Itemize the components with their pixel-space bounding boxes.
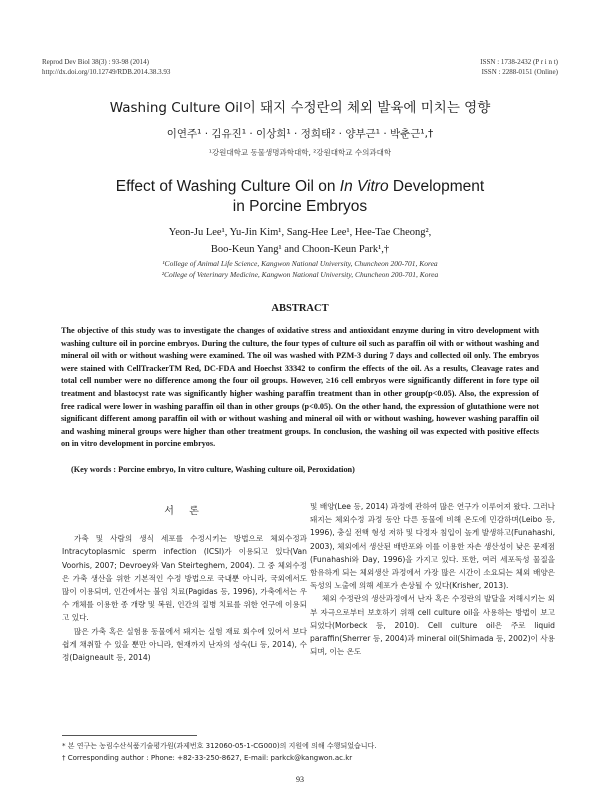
funding-footnote: * 본 연구는 농림수산식품기술평가원(과제번호 312060-05-1-CG000)의 지원에 의해 수행되었습니다. — [62, 742, 377, 750]
english-affiliations — [0, 258, 600, 280]
doi-line[interactable]: http://dx.doi.org/10.12749/RDB.2014.38.3.93 — [42, 67, 171, 76]
body-paragraph: 및 배양(Lee 등, 2014) 과정에 관하여 많은 연구가 이루어져 왔다. 그러나 돼지는 체외수정 과정 동안 다른 동물에 비해 온도에 민감하며(Leibo 등, 1996), 충실 전핵 형성 저하 및 다정자 침입이 높게 발생하고(Funahashi, 2003), 체외에서 생산된 배반포와 이를 이용한 자손 생산성이 낮은 문제점(Funahashi와 Day, 1996)을 가지고 있다. 또한, 여러 세포독성 물질을 함유하게 되는 체외생산 과정에서 가장 많은 시간이 소요되는 체외 배양은 독성의 노출에 의해 세포가 손상될 수 있다(Krisher, 2013). — [310, 502, 555, 591]
abstract-text: The objective of this study was to investigate the changes of oxidative stress and antioxidant enzyme during in vitro development with washing culture oil in porcine embryos. During the culture, the four types of culture oil such as paraffin oil with or without washing and mineral oil with or without washing were examined. The oil was washed with PZM-3 during 7 days and collected oil only. The embryos were stained with CellTrackerTM Red, DC-FDA and Hoechst 33342 to confirm the effects of the oil. As a results, Cleavage rates and total cell number were no difference among the four oil groups. However, ≥16 cell embryos were significantly different in fore type oil treatment and blastocyst rate was significantly higher washing paraffin treatment than in other group(p<0.05). Also, the expression of free radical were lower in washing paraffin oil than in other groups (p<0.05). On the other hand, the expression of glutathione were not significant different among paraffin oil with or without washing and mineral oil with or without washing, however washing paraffin oil and washing mineral groups were higher than other treatment groups. In conclusion, the washing oil was expected with positive effects on in vitro development in porcine embryos. — [61, 326, 539, 449]
affiliation-1: ¹College of Animal Life Science, Kangwon National University, Chuncheon 200-701, Korea — [162, 259, 438, 268]
english-title — [0, 177, 600, 217]
page-number: 93 — [296, 775, 304, 784]
footnote-divider — [62, 735, 197, 736]
english-title-pre: Effect of Washing Culture Oil on — [115, 178, 340, 195]
english-title-post: Development — [388, 178, 485, 195]
section-heading: 서 론 — [164, 506, 205, 517]
corresponding-footnote: † Corresponding author : Phone: +82-33-250-8627, E-mail: parkck@kangwon.ac.kr — [62, 754, 353, 762]
body-right-column — [310, 500, 555, 658]
issn-block — [480, 58, 558, 77]
affiliation-2: ²College of Veterinary Medicine, Kangwon National University, Chuncheon 200-701, Korea — [161, 270, 439, 279]
issn-print: ISSN : 1738-2432 (P r i n t) — [480, 58, 558, 66]
keywords: (Key words : Porcine embryo, In vitro culture, Washing culture oil, Peroxidation) — [71, 465, 355, 474]
body-paragraph: 많은 가축 혹은 실험용 동물에서 돼지는 실험 재료 회수에 있어서 보다 쉽게 채취할 수 있을 뿐만 아니라, 현재까지 난자의 성숙(Li 등, 2014), 수정(Daigneault 등, 2014) — [62, 626, 307, 663]
body-left-column — [62, 505, 307, 664]
korean-authors: 이연주¹ · 김유진¹ · 이상희¹ · 정희태² · 양부근¹ · 박춘근¹,† — [166, 128, 434, 140]
english-title-line2: in Porcine Embryos — [232, 198, 368, 215]
english-title-italic: In Vitro — [339, 178, 389, 195]
journal-citation — [42, 58, 170, 77]
body-paragraph: 가축 및 사람의 생식 세포를 수정시키는 방법으로 체외수정과 Intracytoplasmic sperm infection (ICSI)가 이용되고 있다(Van Voorhis, 2007; Devroey와 Van Steirteghem, 2004). 그 중 체외수정은 가축 생산을 위한 기본적인 수정 방법으로 국내뿐 아니라, 국외에서도 많이 이용되며, 인간에서는 불임 치료(Pagidas 등, 1996), 가축에서는 우수 개체를 이용한 종 개량 및 복원, 인간의 질병 치료를 위한 연구에 이용되고 있다. — [62, 534, 307, 623]
english-authors-line1: Yeon-Ju Lee¹, Yu-Jin Kim¹, Sang-Hee Lee¹, Hee-Tae Cheong², — [168, 227, 432, 238]
english-authors — [0, 224, 600, 258]
journal-line: Reprod Dev Biol 38(3) : 93-98 (2014) — [42, 58, 149, 66]
issn-online: ISSN : 2288-0151 (Online) — [481, 67, 558, 76]
abstract-heading: ABSTRACT — [271, 303, 329, 314]
english-authors-line2: Boo-Keun Yang¹ and Choon-Keun Park¹,† — [210, 244, 390, 255]
korean-title: Washing Culture Oil이 돼지 수정란의 체외 발육에 미치는 영향 — [109, 100, 491, 116]
body-paragraph: 체외 수정란의 생산과정에서 난자 혹은 수정란의 발달을 저해시키는 외부 자극으로부터 보호하기 위해 cell culture oil을 사용하는 방법이 보고되었다(Morbeck 등, 2010). Cell culture oil은 주로 liquid paraffin(Sherrer 등, 2004)과 mineral oil(Shimada 등, 2002)이 사용되며, 이는 온도 — [310, 594, 555, 657]
korean-affiliations: ¹강원대학교 동물생명과학대학, ²강원대학교 수의과대학 — [208, 148, 392, 157]
